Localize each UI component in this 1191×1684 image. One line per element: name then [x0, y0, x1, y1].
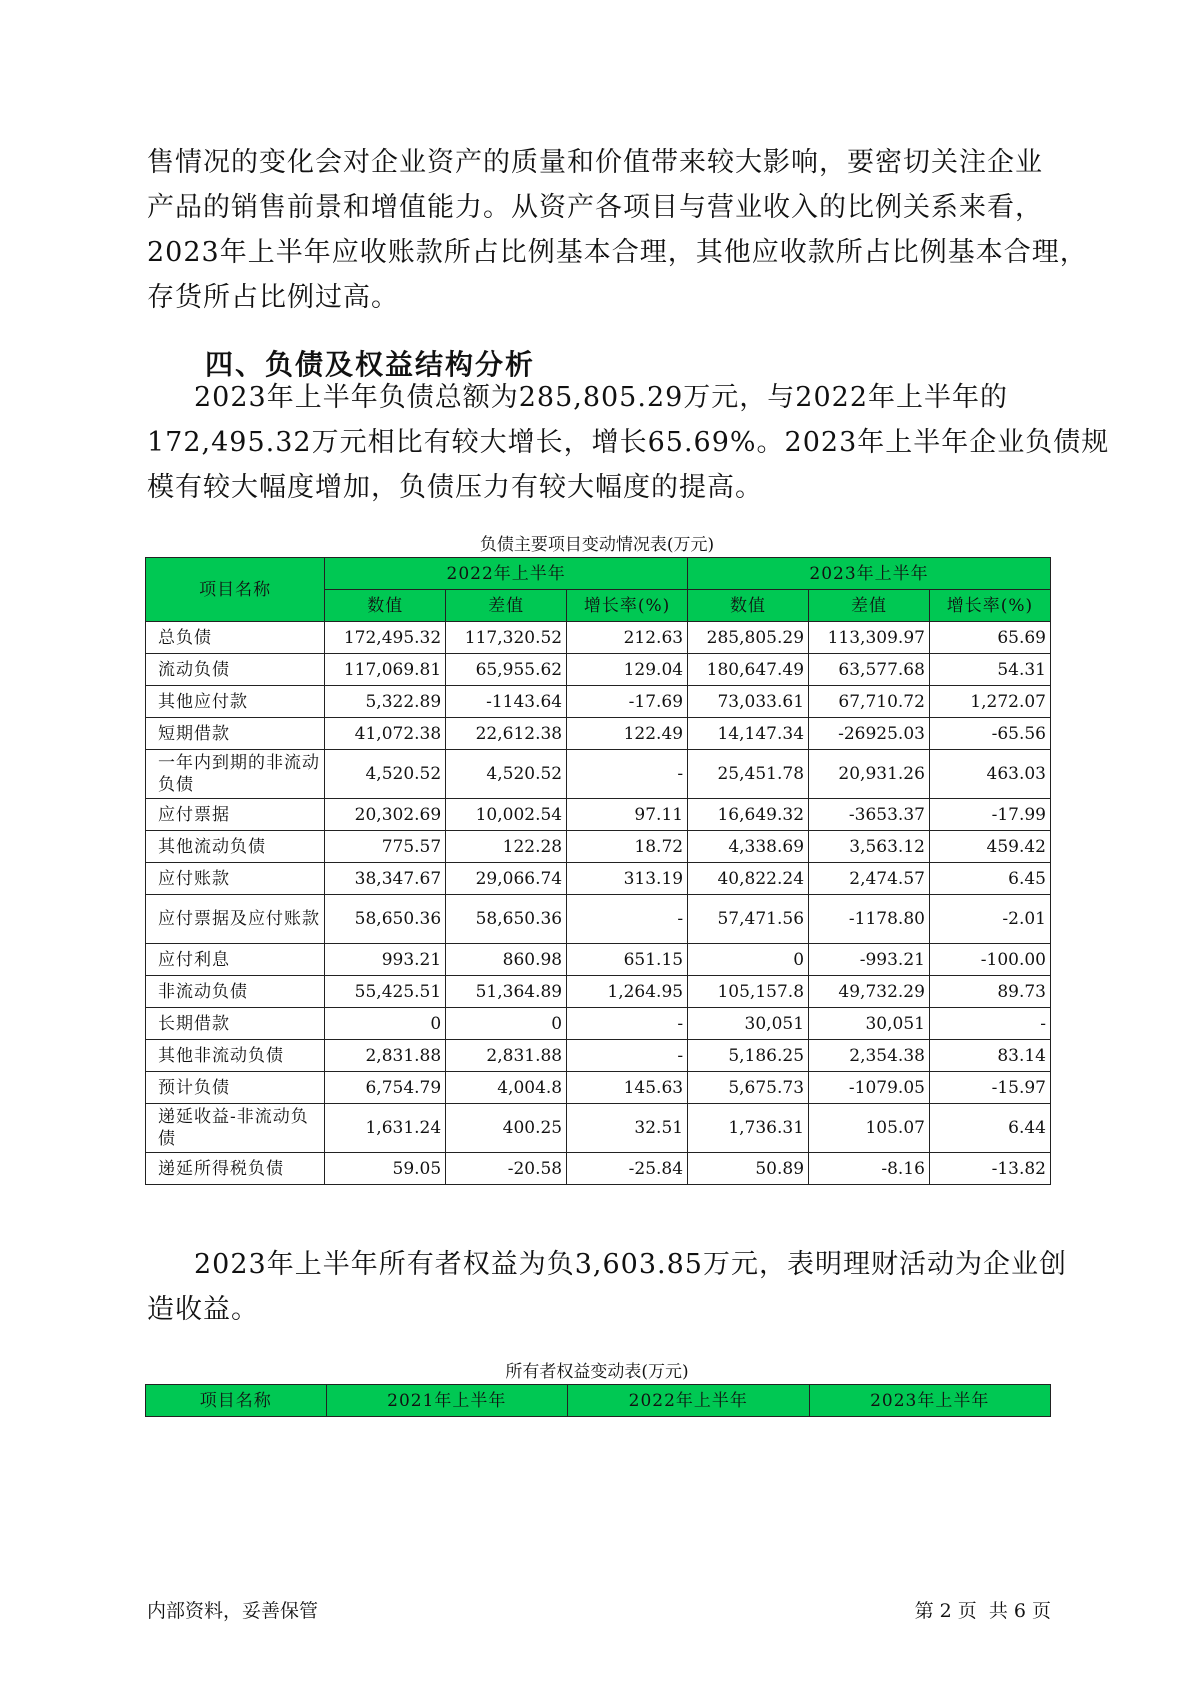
row-value-cell: 2,474.57: [809, 863, 930, 895]
row-value-cell: 40,822.24: [688, 863, 809, 895]
row-value-cell: 1,272.07: [929, 686, 1050, 718]
row-value-cell: 30,051: [809, 1008, 930, 1040]
row-value-cell: 172,495.32: [325, 622, 446, 654]
paragraph-line: 产品的销售前景和增值能力。从资产各项目与营业收入的比例关系来看，: [147, 192, 1043, 223]
row-value-cell: 51,364.89: [446, 976, 567, 1008]
row-item-name: 递延所得税负债: [146, 1153, 325, 1185]
row-value-cell: 65.69: [929, 622, 1050, 654]
row-value-cell: 38,347.67: [325, 863, 446, 895]
row-value-cell: -65.56: [929, 718, 1050, 750]
row-value-cell: 18.72: [567, 831, 688, 863]
paragraph-line: 172,495.32万元相比有较大增长，增长65.69%。2023年上半年企业负债规: [147, 427, 1110, 458]
row-value-cell: -: [567, 895, 688, 944]
equity-table-caption: 所有者权益变动表(万元): [505, 1362, 689, 1382]
header-item-name: 项目名称: [146, 558, 325, 622]
row-value-cell: 0: [325, 1008, 446, 1040]
row-value-cell: 212.63: [567, 622, 688, 654]
row-value-cell: 5,186.25: [688, 1040, 809, 1072]
row-item-name: 应付账款: [146, 863, 325, 895]
row-value-cell: 122.28: [446, 831, 567, 863]
equity-header-2022: 2022年上半年: [568, 1385, 809, 1417]
row-item-name: 其他流动负债: [146, 831, 325, 863]
row-value-cell: 29,066.74: [446, 863, 567, 895]
row-value-cell: 22,612.38: [446, 718, 567, 750]
row-value-cell: -8.16: [809, 1153, 930, 1185]
row-item-name: 流动负债: [146, 654, 325, 686]
row-value-cell: 73,033.61: [688, 686, 809, 718]
row-value-cell: 180,647.49: [688, 654, 809, 686]
row-value-cell: 3,563.12: [809, 831, 930, 863]
row-value-cell: 55,425.51: [325, 976, 446, 1008]
subheader-cell: 数值: [325, 590, 446, 622]
row-value-cell: 57,471.56: [688, 895, 809, 944]
row-value-cell: 25,451.78: [688, 750, 809, 799]
row-item-name: 总负债: [146, 622, 325, 654]
footer-confidential: 内部资料，妥善保管: [147, 1600, 319, 1622]
row-value-cell: 5,675.73: [688, 1072, 809, 1104]
paragraph-line: 2023年上半年负债总额为285,805.29万元，与2022年上半年的: [194, 382, 1009, 413]
equity-header-2023: 2023年上半年: [809, 1385, 1051, 1417]
row-item-name: 应付票据: [146, 799, 325, 831]
row-value-cell: 400.25: [446, 1104, 567, 1153]
row-value-cell: -1143.64: [446, 686, 567, 718]
row-item-name: 应付票据及应付账款: [146, 895, 325, 944]
row-value-cell: 105.07: [809, 1104, 930, 1153]
row-value-cell: 65,955.62: [446, 654, 567, 686]
row-value-cell: 313.19: [567, 863, 688, 895]
equity-header-2021: 2021年上半年: [326, 1385, 567, 1417]
row-value-cell: -26925.03: [809, 718, 930, 750]
row-value-cell: 30,051: [688, 1008, 809, 1040]
table-row: [146, 750, 1051, 799]
row-item-name: 其他非流动负债: [146, 1040, 325, 1072]
table-row: [146, 718, 1051, 750]
subheader-cell: 差值: [446, 590, 567, 622]
table-row: [146, 1153, 1051, 1185]
row-value-cell: 145.63: [567, 1072, 688, 1104]
table-row: [146, 1072, 1051, 1104]
row-item-name: 递延收益-非流动负债: [146, 1104, 325, 1153]
row-value-cell: 67,710.72: [809, 686, 930, 718]
row-value-cell: -: [929, 1008, 1050, 1040]
row-value-cell: 14,147.34: [688, 718, 809, 750]
row-value-cell: 5,322.89: [325, 686, 446, 718]
row-item-name: 长期借款: [146, 1008, 325, 1040]
paragraph-liability-summary: [147, 375, 1110, 510]
row-value-cell: 4,520.52: [446, 750, 567, 799]
row-item-name: 短期借款: [146, 718, 325, 750]
liability-table-caption: 负债主要项目变动情况表(万元): [479, 535, 715, 555]
row-value-cell: 0: [446, 1008, 567, 1040]
subheader-cell: 增长率(%): [929, 590, 1050, 622]
row-item-name: 一年内到期的非流动负债: [146, 750, 325, 799]
table-row: [146, 799, 1051, 831]
row-value-cell: 651.15: [567, 944, 688, 976]
row-value-cell: 4,004.8: [446, 1072, 567, 1104]
table-row: [146, 831, 1051, 863]
row-value-cell: 63,577.68: [809, 654, 930, 686]
row-value-cell: 463.03: [929, 750, 1050, 799]
table-row: [146, 654, 1051, 686]
row-value-cell: 58,650.36: [325, 895, 446, 944]
row-item-name: 其他应付款: [146, 686, 325, 718]
row-value-cell: 6.45: [929, 863, 1050, 895]
row-value-cell: -: [567, 1008, 688, 1040]
header-period-2022: 2022年上半年: [325, 558, 688, 590]
row-value-cell: 20,931.26: [809, 750, 930, 799]
row-value-cell: -13.82: [929, 1153, 1050, 1185]
table-row: [146, 863, 1051, 895]
row-value-cell: -17.99: [929, 799, 1050, 831]
table-row: [146, 895, 1051, 944]
row-value-cell: 117,320.52: [446, 622, 567, 654]
row-value-cell: 97.11: [567, 799, 688, 831]
section-heading: 四、负债及权益结构分析: [205, 348, 536, 381]
liability-table: [145, 557, 1051, 1185]
row-value-cell: 1,736.31: [688, 1104, 809, 1153]
table-row: [146, 1008, 1051, 1040]
row-value-cell: 41,072.38: [325, 718, 446, 750]
paragraph-line: 2023年上半年所有者权益为负3,603.85万元，表明理财活动为企业创: [194, 1249, 1067, 1280]
row-value-cell: 89.73: [929, 976, 1050, 1008]
paragraph-line: 售情况的变化会对企业资产的质量和价值带来较大影响，要密切关注企业: [147, 147, 1043, 178]
paragraph-asset-analysis: [147, 140, 1088, 320]
row-value-cell: 105,157.8: [688, 976, 809, 1008]
row-value-cell: 775.57: [325, 831, 446, 863]
row-value-cell: 49,732.29: [809, 976, 930, 1008]
row-value-cell: 1,264.95: [567, 976, 688, 1008]
row-value-cell: 860.98: [446, 944, 567, 976]
row-item-name: 预计负债: [146, 1072, 325, 1104]
paragraph-line: 存货所占比例过高。: [147, 282, 399, 313]
paragraph-line: 2023年上半年应收账款所占比例基本合理，其他应收款所占比例基本合理，: [147, 237, 1088, 268]
row-value-cell: -: [567, 1040, 688, 1072]
row-value-cell: 20,302.69: [325, 799, 446, 831]
row-value-cell: 113,309.97: [809, 622, 930, 654]
row-value-cell: 1,631.24: [325, 1104, 446, 1153]
row-value-cell: 58,650.36: [446, 895, 567, 944]
row-value-cell: 6.44: [929, 1104, 1050, 1153]
row-value-cell: 50.89: [688, 1153, 809, 1185]
row-value-cell: -1079.05: [809, 1072, 930, 1104]
row-value-cell: 993.21: [325, 944, 446, 976]
row-value-cell: 2,831.88: [446, 1040, 567, 1072]
subheader-cell: 数值: [688, 590, 809, 622]
row-value-cell: 10,002.54: [446, 799, 567, 831]
row-value-cell: 0: [688, 944, 809, 976]
row-value-cell: -1178.80: [809, 895, 930, 944]
liability-table-body: [146, 622, 1051, 1185]
row-value-cell: -3653.37: [809, 799, 930, 831]
subheader-cell: 增长率(%): [567, 590, 688, 622]
row-value-cell: 459.42: [929, 831, 1050, 863]
row-value-cell: -17.69: [567, 686, 688, 718]
row-value-cell: -15.97: [929, 1072, 1050, 1104]
row-value-cell: 16,649.32: [688, 799, 809, 831]
row-value-cell: -25.84: [567, 1153, 688, 1185]
row-item-name: 应付利息: [146, 944, 325, 976]
row-value-cell: 2,354.38: [809, 1040, 930, 1072]
row-value-cell: -: [567, 750, 688, 799]
row-value-cell: 117,069.81: [325, 654, 446, 686]
table-row: [146, 1104, 1051, 1153]
footer-page-number: 第 2 页 共 6 页: [914, 1600, 1051, 1622]
table-row: [146, 1040, 1051, 1072]
row-value-cell: 59.05: [325, 1153, 446, 1185]
row-value-cell: 122.49: [567, 718, 688, 750]
paragraph-line: 造收益。: [147, 1294, 259, 1325]
subheader-cell: 差值: [809, 590, 930, 622]
equity-table: [145, 1384, 1051, 1417]
row-value-cell: -993.21: [809, 944, 930, 976]
row-value-cell: 2,831.88: [325, 1040, 446, 1072]
row-value-cell: 285,805.29: [688, 622, 809, 654]
paragraph-equity-summary: [147, 1242, 1067, 1332]
row-value-cell: 32.51: [567, 1104, 688, 1153]
row-value-cell: -100.00: [929, 944, 1050, 976]
paragraph-line: 模有较大幅度增加，负债压力有较大幅度的提高。: [147, 472, 763, 503]
table-row: [146, 944, 1051, 976]
row-value-cell: -2.01: [929, 895, 1050, 944]
equity-header-item-name: 项目名称: [146, 1385, 327, 1417]
table-row: [146, 686, 1051, 718]
row-value-cell: 54.31: [929, 654, 1050, 686]
row-value-cell: 83.14: [929, 1040, 1050, 1072]
row-value-cell: 4,338.69: [688, 831, 809, 863]
row-item-name: 非流动负债: [146, 976, 325, 1008]
row-value-cell: 4,520.52: [325, 750, 446, 799]
row-value-cell: -20.58: [446, 1153, 567, 1185]
table-row: [146, 976, 1051, 1008]
header-period-2023: 2023年上半年: [688, 558, 1051, 590]
table-row: [146, 622, 1051, 654]
row-value-cell: 6,754.79: [325, 1072, 446, 1104]
row-value-cell: 129.04: [567, 654, 688, 686]
